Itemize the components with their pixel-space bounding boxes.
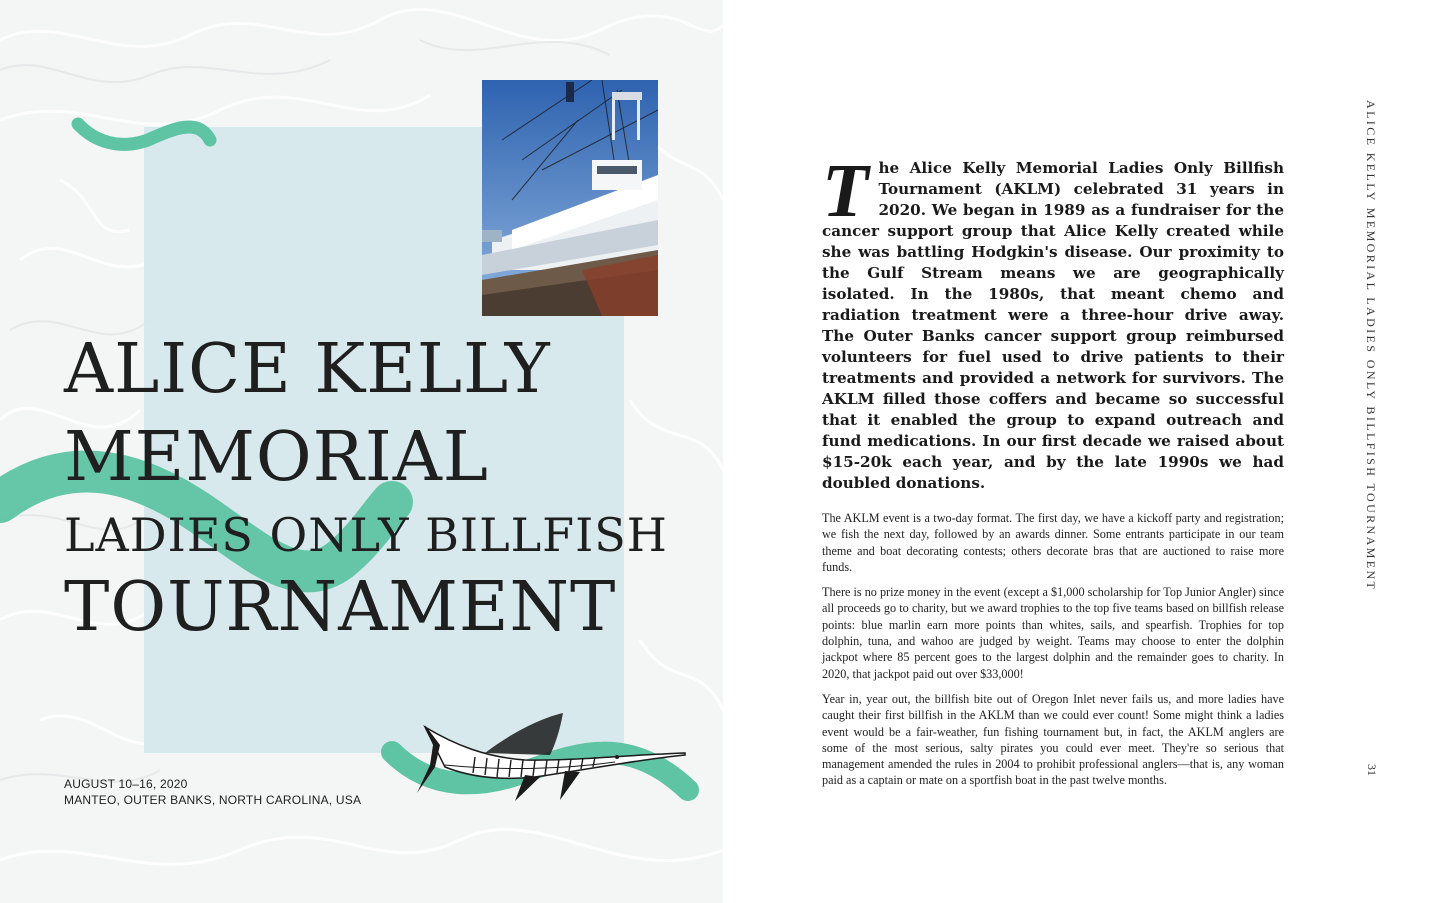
right-page [723, 0, 1445, 903]
marlin-illustration [385, 705, 705, 815]
body-paragraph-1: The AKLM event is a two-day format. The first day, we have a kickoff party and registration; we fish the next day, followed by an awards dinner. Some entrants participate in our team theme and boat decorating contests; others decorate bras that are auctioned to raise more funds. [822, 511, 1284, 574]
tournament-title [64, 330, 684, 662]
title-line-2: MEMORIAL [64, 418, 489, 497]
body-paragraph-3: Year in, year out, the billfish bite out of Oregon Inlet never fails us, and more ladies have caught their first billfish in the AKLM than we could ever count! Some might think a ladies event would be a fair-weather, fun fishing tournament but, in fact, the AKLM anglers are some of the most serious, salty pirates you could ever meet. They're so serious that management amended the rules in 2004 to prohibit professional anglers—that is, any woman paid as a captain or mate on a sportfish boat in the past twelve months. [822, 691, 1284, 788]
article-body [822, 149, 1284, 798]
running-head: ALICE KELLY MEMORIAL LADIES ONLY BILLFISH TOURNAMENT [1364, 100, 1378, 592]
body-paragraph-2: There is no prize money in the event (except a $1,000 scholarship for Top Junior Angler) since all proceeds go to charity, but we award trophies to the top five teams based on billfish release points: blue marlin earn more points than whites, sails, and spearfish. Trophies for top dolphin, tuna, and wahoo are judged by weight. Teams may choose to enter the dolphin jackpot where 85 percent goes to the largest dolphin and the remainder goes to charity. In 2020, that jackpot paid out over $33,000! [822, 585, 1284, 681]
title-line-3: LADIES ONLY BILLFISH [64, 508, 668, 562]
page-number: 31 [1365, 764, 1379, 776]
drop-cap: T [822, 149, 869, 233]
lead-text: he Alice Kelly Memorial Ladies Only Billfish Tournament (AKLM) celebrated 31 years in 2020. We began in 1989 as a fundraiser for the cancer support group that Alice Kelly created while she was battling Hodgkin's disease. Our proximity to the Gulf Stream means we are geographically isolated. In the 1980s, that meant chemo and radiation treatment were a three-hour drive away. The Outer Banks cancer support group reimbursed volunteers for fuel used to drive patients to their treatments and provided a network for survivors. The AKLM filled those coffers and became so successful that it enabled the group to expand outreach and fund medications. In our first decade we raised about $15-20k each year, and by the late 1990s we had doubled donations. [822, 159, 1284, 492]
title-line-4: TOURNAMENT [64, 568, 617, 647]
lead-paragraph [822, 149, 1284, 494]
title-line-1: ALICE KELLY [64, 330, 551, 409]
event-location: MANTEO, OUTER BANKS, NORTH CAROLINA, USA [64, 793, 362, 807]
marina-boats-photo [482, 80, 658, 316]
event-date: AUGUST 10–16, 2020 [64, 777, 188, 791]
event-details [64, 776, 361, 808]
